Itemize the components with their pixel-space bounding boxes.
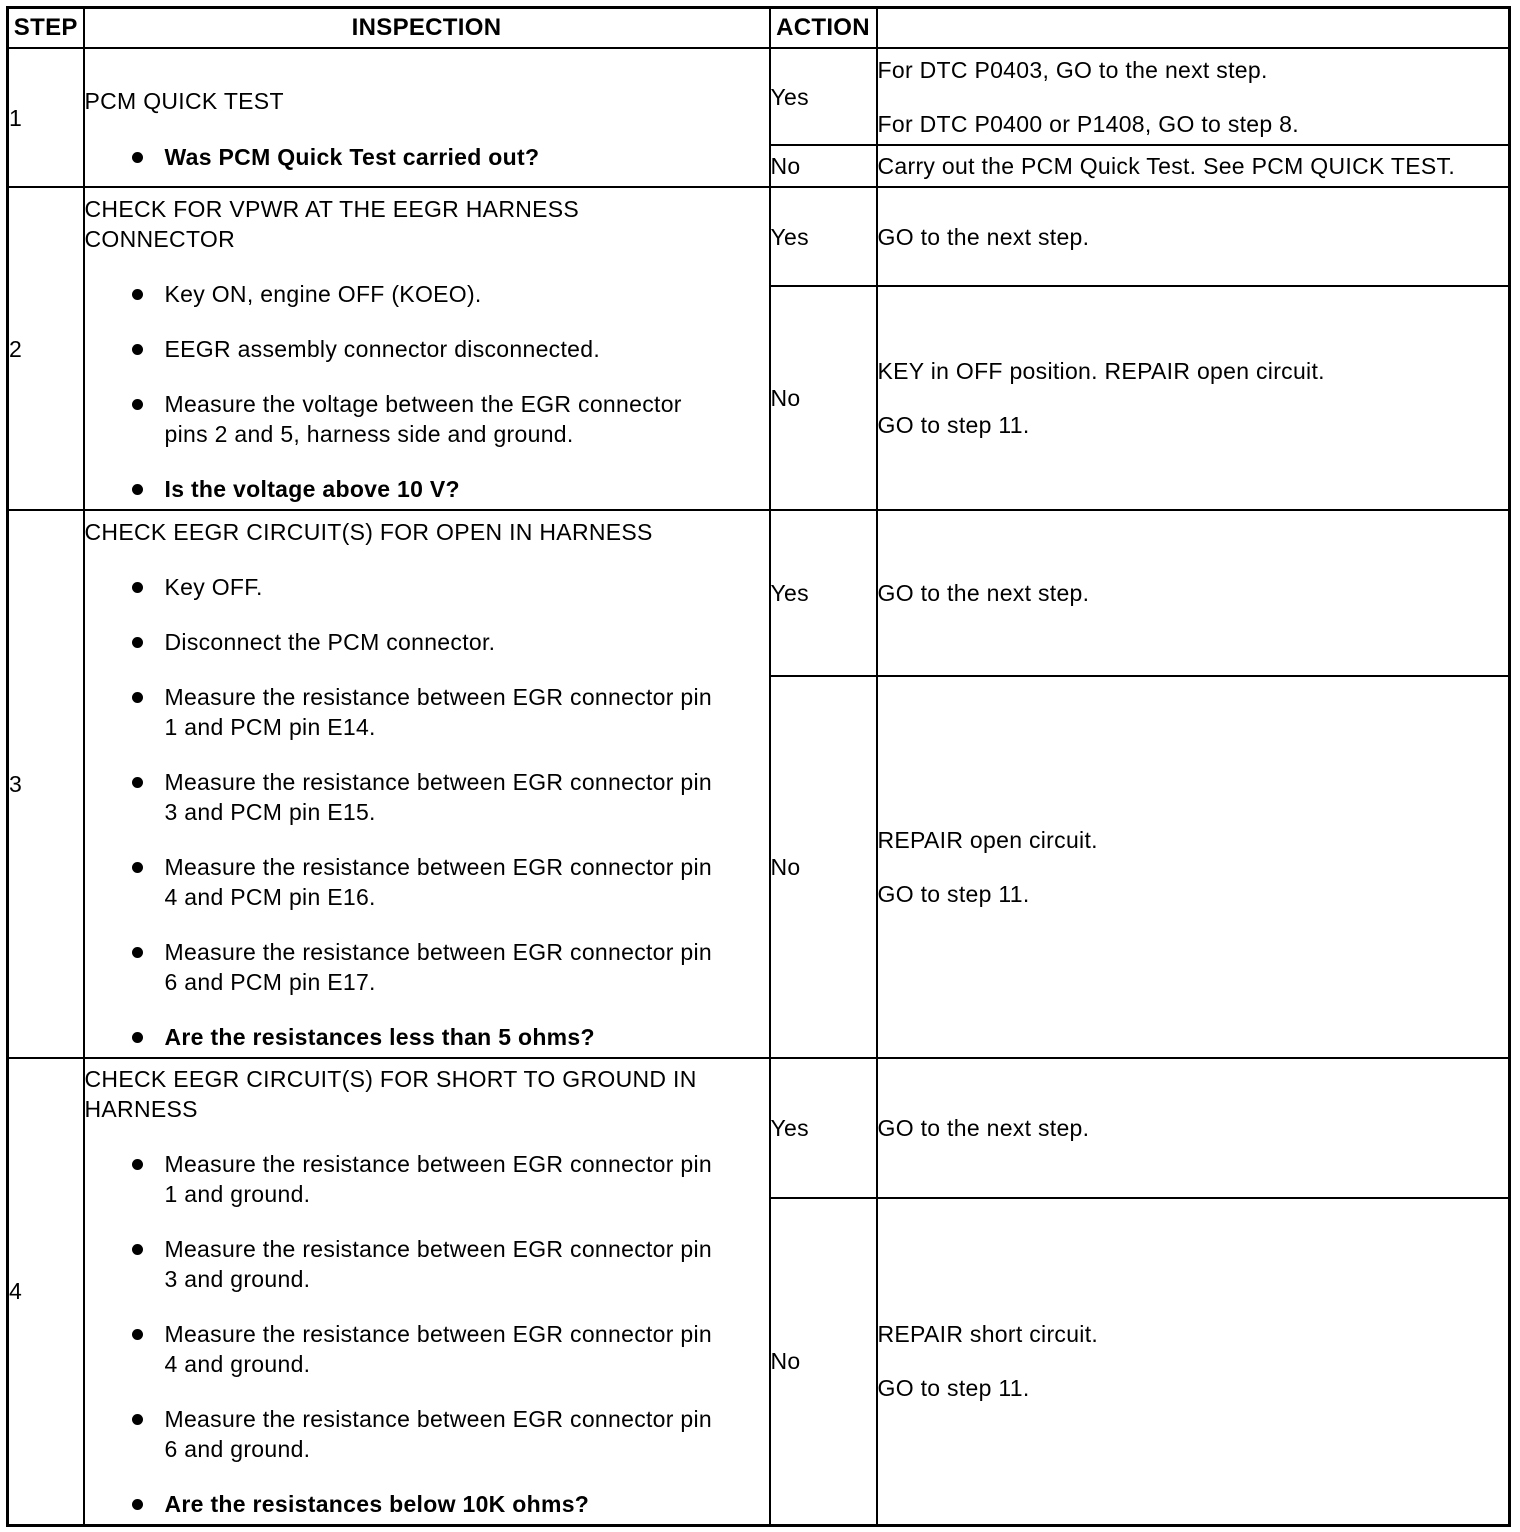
diagnostic-table bbox=[6, 6, 1511, 1527]
action-line: KEY in OFF position. REPAIR open circuit. bbox=[877, 358, 1325, 384]
no-action bbox=[877, 145, 1510, 187]
inspection-question: Is the voltage above 10 V? bbox=[165, 474, 769, 504]
inspection-item: Key OFF. bbox=[165, 572, 729, 602]
inspection-item: Measure the resistance between EGR connector pin 4 and PCM pin E16. bbox=[165, 852, 729, 912]
inspection-title: CHECK FOR VPWR AT THE EEGR HARNESS CONNECTOR bbox=[84, 195, 580, 252]
yes-action bbox=[877, 510, 1510, 676]
inspection-title: PCM QUICK TEST bbox=[84, 87, 284, 114]
table-row bbox=[8, 1058, 1510, 1198]
inspection-item: Measure the resistance between EGR connector pin 6 and ground. bbox=[165, 1404, 729, 1464]
inspection-item: Measure the resistance between EGR connector pin 1 and PCM pin E14. bbox=[165, 682, 729, 742]
no-label: No bbox=[770, 1198, 877, 1525]
yes-action bbox=[877, 187, 1510, 286]
inspection-item: Measure the voltage between the EGR connector pins 2 and 5, harness side and ground. bbox=[165, 389, 769, 449]
table-row bbox=[8, 48, 1510, 145]
inspection-item: Measure the resistance between EGR connector pin 3 and PCM pin E15. bbox=[165, 767, 729, 827]
action-line: GO to step 11. bbox=[877, 881, 1030, 907]
header-blank bbox=[877, 8, 1510, 49]
inspection-cell bbox=[84, 1058, 770, 1525]
header-inspection: INSPECTION bbox=[84, 8, 770, 49]
yes-label: Yes bbox=[770, 187, 877, 286]
no-action bbox=[877, 286, 1510, 510]
action-line: GO to step 11. bbox=[877, 1375, 1030, 1402]
inspection-item: Key ON, engine OFF (KOEO). bbox=[165, 279, 769, 309]
inspection-list bbox=[85, 572, 769, 1052]
action-line: REPAIR open circuit. bbox=[877, 827, 1098, 853]
table-header-row bbox=[8, 8, 1510, 49]
action-line: REPAIR short circuit. bbox=[877, 1321, 1099, 1348]
no-label: No bbox=[770, 145, 877, 187]
action-line: Carry out the PCM Quick Test. See PCM QUICK TEST. bbox=[877, 153, 1456, 179]
inspection-list bbox=[85, 279, 769, 504]
no-action bbox=[877, 676, 1510, 1058]
action-line: For DTC P0403, GO to the next step. bbox=[877, 56, 1268, 83]
action-line: GO to step 11. bbox=[877, 412, 1030, 438]
action-line: GO to the next step. bbox=[877, 1115, 1090, 1141]
inspection-cell bbox=[84, 187, 770, 510]
inspection-title: CHECK EEGR CIRCUIT(S) FOR OPEN IN HARNESS bbox=[84, 518, 653, 545]
inspection-cell bbox=[84, 48, 770, 187]
no-action bbox=[877, 1198, 1510, 1525]
yes-label: Yes bbox=[770, 1058, 877, 1198]
inspection-item: Measure the resistance between EGR connector pin 1 and ground. bbox=[165, 1149, 729, 1209]
inspection-item: EEGR assembly connector disconnected. bbox=[165, 334, 769, 364]
inspection-item: Measure the resistance between EGR connector pin 4 and ground. bbox=[165, 1319, 729, 1379]
inspection-list bbox=[85, 142, 769, 172]
inspection-question: Was PCM Quick Test carried out? bbox=[165, 142, 769, 172]
action-line: For DTC P0400 or P1408, GO to step 8. bbox=[877, 110, 1299, 137]
yes-action bbox=[877, 1058, 1510, 1198]
no-label: No bbox=[770, 286, 877, 510]
inspection-item: Disconnect the PCM connector. bbox=[165, 627, 729, 657]
action-line: GO to the next step. bbox=[877, 580, 1090, 606]
step-number: 1 bbox=[8, 48, 84, 187]
inspection-item: Measure the resistance between EGR connector pin 3 and ground. bbox=[165, 1234, 729, 1294]
action-line: GO to the next step. bbox=[877, 223, 1090, 250]
inspection-question: Are the resistances less than 5 ohms? bbox=[165, 1022, 729, 1052]
step-number: 2 bbox=[8, 187, 84, 510]
table-row bbox=[8, 187, 1510, 286]
inspection-title: CHECK EEGR CIRCUIT(S) FOR SHORT TO GROUND IN HARNESS bbox=[84, 1065, 697, 1122]
yes-label: Yes bbox=[770, 510, 877, 676]
inspection-list bbox=[85, 1149, 769, 1519]
inspection-item: Measure the resistance between EGR connector pin 6 and PCM pin E17. bbox=[165, 937, 729, 997]
no-label: No bbox=[770, 676, 877, 1058]
step-number: 3 bbox=[8, 510, 84, 1058]
table-row bbox=[8, 510, 1510, 676]
yes-action bbox=[877, 48, 1510, 145]
yes-label: Yes bbox=[770, 48, 877, 145]
header-action: ACTION bbox=[770, 8, 877, 49]
step-number: 4 bbox=[8, 1058, 84, 1525]
header-step: STEP bbox=[8, 8, 84, 49]
inspection-question: Are the resistances below 10K ohms? bbox=[165, 1489, 729, 1519]
inspection-cell bbox=[84, 510, 770, 1058]
